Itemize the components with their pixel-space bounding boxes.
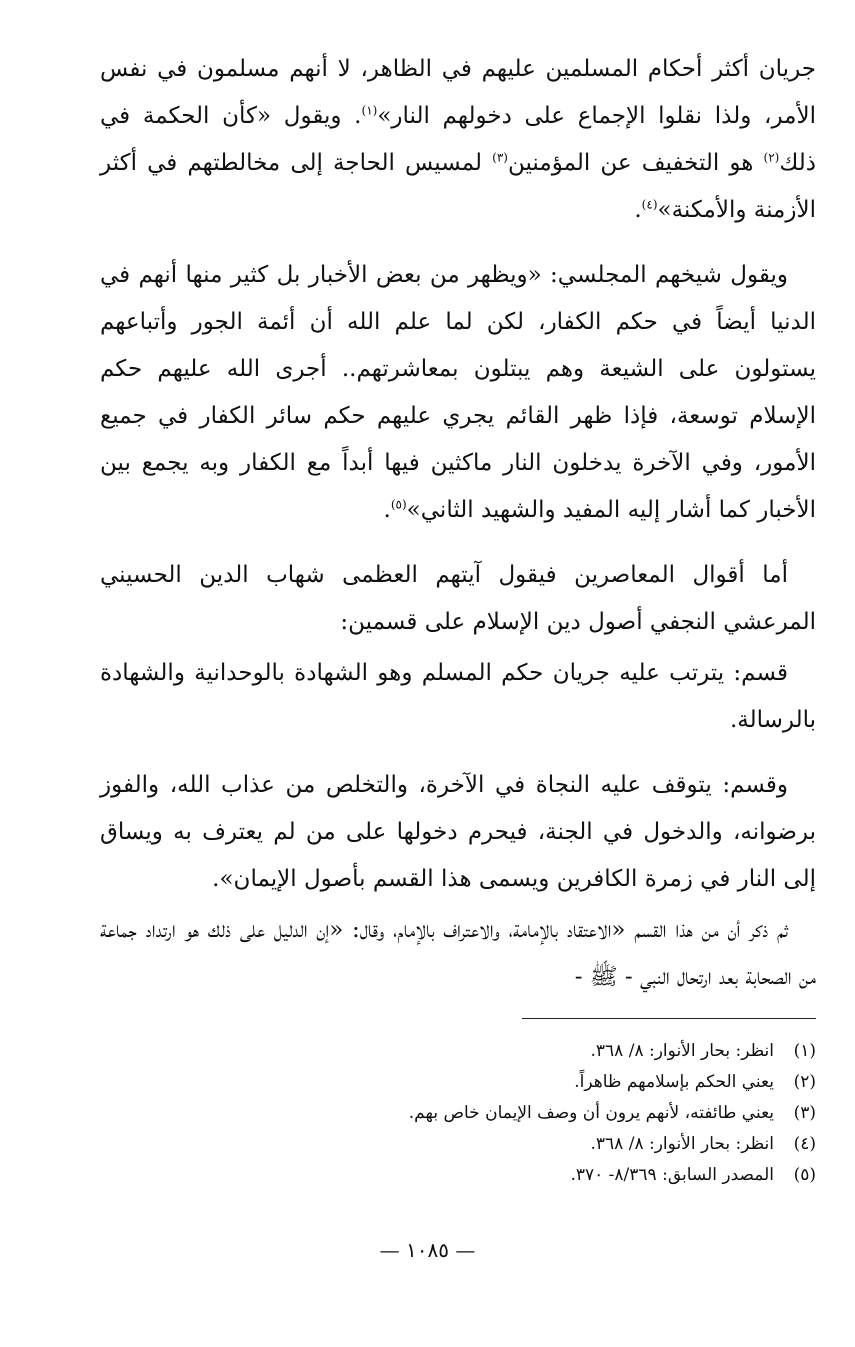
paragraph-text: وقسم: يتوقف عليه النجاة في الآخرة، والتخلص من عذاب الله، والفوز برضوانه، والدخول في الجنة، فيحرم دخولها على من لم يعترف به ويساق إلى النار في زمرة الكافرين ويسمى هذا القسم بأصول الإيمان».	[100, 772, 816, 892]
footnote-item	[100, 1160, 816, 1191]
paragraph-6	[100, 907, 816, 1001]
footnote-item	[100, 1036, 816, 1067]
paragraph-text: ويقول شيخهم المجلسي: «ويظهر من بعض الأخبار بل كثير منها أنهم في الدنيا أيضاً في حكم الكفار، لكن لما علم الله أن أئمة الجور وأتباعهم يستولون على الشيعة وهم يبتلون بمعاشرتهم.. أجرى الله عليهم حكم الإسلام توسعة، فإذا ظهر القائم يجري عليهم حكم سائر الكفار في جميع الأمور، وفي الآخرة يدخلون النار ماكثين فيها أبداً مع الكفار وبه يجمع بين الأخبار كما أشار إليه المفيد والشهيد الثاني»	[100, 262, 816, 523]
footnote-ref: (٢)	[763, 150, 780, 165]
footnote-number: (٣)	[793, 1103, 816, 1123]
paragraph-5	[100, 762, 816, 903]
footnote-item	[100, 1129, 816, 1160]
footnote-number: (٢)	[793, 1072, 816, 1092]
paragraph-1	[100, 46, 816, 234]
footnote-ref: (٣)	[492, 150, 508, 165]
footnote-text: انظر: بحار الأنوار: ٨/ ٣٦٨.	[590, 1134, 774, 1154]
paragraph-3	[100, 552, 816, 646]
footnote-text: انظر: بحار الأنوار: ٨/ ٣٦٨.	[590, 1041, 774, 1061]
main-text	[100, 46, 816, 1001]
footnote-number: (٤)	[793, 1134, 816, 1154]
footnote-ref: (٥)	[390, 497, 407, 512]
paragraph-2	[100, 252, 816, 534]
footnote-item	[100, 1067, 816, 1098]
paragraph-text: لمسيس الحاجة إلى مخالطتهم في أكثر الأزمنة والأمكنة»	[100, 150, 816, 223]
paragraph-text: .	[383, 497, 391, 523]
paragraph-text: جريان أكثر أحكام المسلمين عليهم في الظاهر، لا أنهم مسلمون في نفس الأمر، ولذا نقلوا الإجماع على دخولهم النار»	[100, 56, 816, 129]
footnotes	[100, 1036, 816, 1191]
footnote-text: يعني الحكم بإسلامهم ظاهراً.	[574, 1072, 774, 1092]
footnote-text: يعني طائفته، لأنهم يرون أن وصف الإيمان خاص بهم.	[408, 1103, 774, 1123]
paragraph-text: .	[634, 197, 642, 223]
footnote-ref: (٤)	[641, 197, 658, 212]
paragraph-text: ثم ذكر أن من هذا القسم «الاعتقاد بالإمامة، والاعتراف بالإمام، وقال: «إن الدليل على ذلك هو ارتداد جماعة من الصحابة بعد ارتحال النبي - ﷺ -	[100, 917, 816, 990]
footnote-number: (١)	[793, 1041, 816, 1061]
footnote-text: المصدر السابق: ٨/٣٦٩- ٣٧٠.	[570, 1165, 774, 1185]
footnote-ref: (١)	[361, 103, 378, 118]
footnote-divider	[522, 1018, 816, 1019]
footnote-item	[100, 1098, 816, 1129]
page-number: — ١٠٨٥ —	[379, 1238, 476, 1262]
paragraph-text: هو التخفيف عن المؤمنين	[507, 150, 764, 176]
paragraph-text: . ويقول «كأن الحكمة في ذلك	[100, 103, 816, 176]
paragraph-text: قسم: يترتب عليه جريان حكم المسلم وهو الشهادة بالوحدانية والشهادة بالرسالة.	[100, 660, 816, 733]
paragraph-text: أما أقوال المعاصرين فيقول آيتهم العظمى شهاب الدين الحسيني المرعشي النجفي أصول دين الإسلام على قسمين:	[100, 562, 816, 635]
footnote-number: (٥)	[793, 1165, 816, 1185]
paragraph-4	[100, 650, 816, 744]
